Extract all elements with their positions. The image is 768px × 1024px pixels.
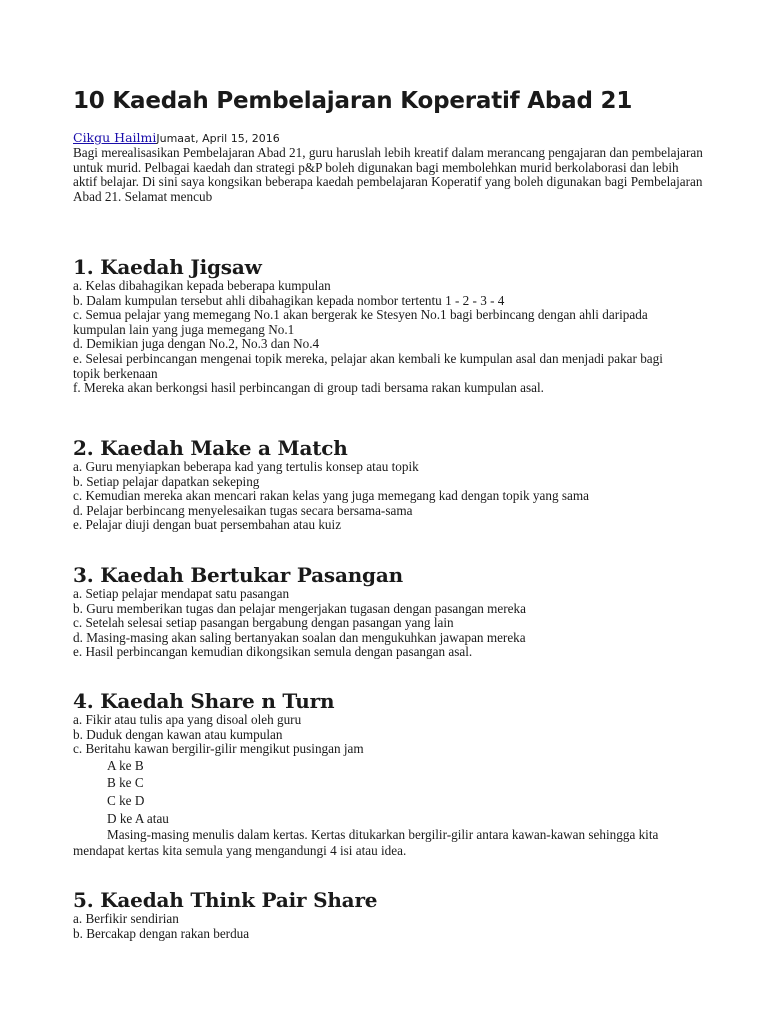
list-item: b. Dalam kumpulan tersebut ahli dibahagikan kepada nombor tertentu 1 - 2 - 3 - 4 [73,292,505,308]
list-item: a. Guru menyiapkan beberapa kad yang tertulis konsep atau topik [73,459,419,474]
list-item: d. Demikian juga dengan No.2, No.3 dan No.4 [73,336,320,352]
section-think-pair-share [73,888,713,941]
list-item: c. Setelah selesai setiap pasangan bergabung dengan pasangan yang lain [73,615,454,631]
list-item: f. Mereka akan berkongsi hasil perbincangan di group tadi bersama rakan kumpulan asal. [73,380,544,396]
list-item: a. Kelas dibahagikan kepada beberapa kumpulan [73,278,331,293]
list-item: a. Setiap pelajar mendapat satu pasangan [73,586,290,601]
section-heading: 1. Kaedah Jigsaw [73,255,262,279]
section-share-n-turn [73,689,713,859]
section-paragraph: Masing-masing menulis dalam kertas. Kertas ditukarkan bergilir-gilir antara kawan-kawan sehingga kita mendapat kertas kita semula yang mengandungi 4 isi atau idea. [73,827,659,859]
intro-paragraph: Bagi merealisasikan Pembelajaran Abad 21, guru haruslah lebih kreatif dalam merancang pengajaran dan pembelajaran untuk murid. Pelbagai kaedah dan strategi p&P boleh digunakan bagi membolehkan murid berkolaborasi dan lebih aktif belajar. Di sini saya kongsikan beberapa kaedah pembelajaran Koperatif yang boleh digunakan bagi Pembelajaran Abad 21. Selamat mencub [73,145,703,204]
list-item: c. Semua pelajar yang memegang No.1 akan bergerak ke Stesyen No.1 bagi berbincang dengan ahli daripada kumpulan lain yang juga memegang No.1 [73,307,648,337]
rotation-item: D ke A atau [107,810,169,826]
list-item: a. Fikir atau tulis apa yang disoal oleh guru [73,712,302,727]
section-jigsaw [73,255,713,396]
post-meta [73,130,280,145]
list-item: d. Masing-masing akan saling bertanyakan soalan dan mengukuhkan jawapan mereka [73,629,526,645]
section-make-a-match [73,436,713,533]
list-item: b. Setiap pelajar dapatkan sekeping [73,473,260,489]
list-item: d. Pelajar berbincang menyelesaikan tugas secara bersama-sama [73,502,413,518]
list-item: b. Guru memberikan tugas dan pelajar mengerjakan tugasan dengan pasangan mereka [73,600,526,616]
section-heading: 4. Kaedah Share n Turn [73,689,335,713]
rotation-item: C ke D [107,792,145,808]
section-bertukar-pasangan [73,563,713,660]
list-item: e. Hasil perbincangan kemudian dikongsikan semula dengan pasangan asal. [73,644,473,660]
list-item: a. Berfikir sendirian [73,911,179,926]
list-item: c. Beritahu kawan bergilir-gilir mengikut pusingan jam [73,741,364,757]
list-item: e. Selesai perbincangan mengenai topik mereka, pelajar akan kembali ke kumpulan asal dan menjadi pakar bagi topik berkenaan [73,350,663,381]
list-item: e. Pelajar diuji dengan buat persembahan atau kuiz [73,517,342,533]
section-heading: 3. Kaedah Bertukar Pasangan [73,563,403,587]
list-item: b. Duduk dengan kawan atau kumpulan [73,726,283,742]
section-heading: 2. Kaedah Make a Match [73,436,348,460]
list-item: c. Kemudian mereka akan mencari rakan kelas yang juga memegang kad dengan topik yang sama [73,488,589,504]
list-item: b. Bercakap dengan rakan berdua [73,925,250,941]
rotation-item: B ke C [107,775,144,791]
post-date: Jumaat, April 15, 2016 [156,132,280,145]
page-title: 10 Kaedah Pembelajaran Koperatif Abad 21 [73,88,633,114]
section-heading: 5. Kaedah Think Pair Share [73,888,378,912]
author-link[interactable]: Cikgu Hailmi [73,130,157,145]
rotation-item: A ke B [107,757,144,773]
